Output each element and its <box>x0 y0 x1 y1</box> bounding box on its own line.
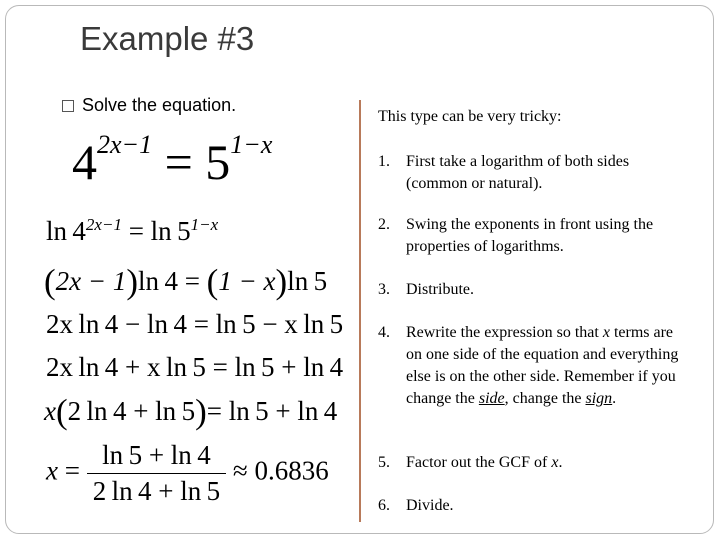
step-1 <box>378 151 688 195</box>
equation-line-6 <box>46 440 329 507</box>
numerator: ln 5 + ln 4 <box>87 440 226 474</box>
term-2: 1 − x <box>218 266 276 296</box>
step-text: Distribute. <box>406 281 474 298</box>
step-2 <box>378 214 688 258</box>
text-part: , change the <box>504 390 586 407</box>
exponent-1: 2x−1 <box>97 130 153 159</box>
step-text: Swing the exponents in front using the properties of logarithms. <box>406 216 654 255</box>
equation-line-1 <box>46 215 218 247</box>
fraction <box>87 440 226 507</box>
equation-line-2 <box>44 262 327 302</box>
step-text: First take a logarithm of both sides (common or natural). <box>406 153 630 192</box>
bullet-row <box>62 95 236 116</box>
var-x: x <box>551 454 559 471</box>
step-number: 6. <box>378 497 390 514</box>
var-x: x <box>44 396 56 426</box>
step-text <box>406 322 688 410</box>
step-number: 5. <box>378 454 390 471</box>
paren-close: ) <box>195 392 207 431</box>
intro-text: This type can be very tricky: <box>378 108 562 125</box>
emphasis-sign: sign <box>585 390 613 407</box>
exp-a: 2x−1 <box>85 215 122 234</box>
equation-line-4: 2x ln 4 + x ln 5 = ln 5 + ln 4 <box>46 352 344 382</box>
step-number: 3. <box>378 281 390 298</box>
bullet-text: Solve the equation. <box>82 95 237 115</box>
approx-value: ≈ 0.6836 <box>226 455 329 486</box>
slide-title: Example #3 <box>80 20 255 57</box>
step-number: 2. <box>378 216 390 233</box>
equation-line-5 <box>44 392 337 432</box>
step-number: 4. <box>378 324 390 341</box>
step-text <box>406 452 688 474</box>
paren-open: ( <box>44 262 56 301</box>
step-4 <box>378 322 688 410</box>
emphasis-side: side <box>478 390 505 407</box>
var-x: x <box>46 455 58 486</box>
step-text: Divide. <box>406 497 454 514</box>
equation-line-3: 2x ln 4 − ln 4 = ln 5 − x ln 5 <box>46 309 344 339</box>
term-1: 2x − 1 <box>55 266 127 296</box>
paren-open: ( <box>55 392 68 431</box>
checkbox-bullet-icon <box>62 100 74 112</box>
step-number: 1. <box>378 153 390 170</box>
paren-close-2: ) <box>275 262 288 301</box>
ln4: ln 4 <box>46 216 86 246</box>
paren-open-2: ( <box>206 262 219 301</box>
text-part: Rewrite the expression so that <box>406 324 603 341</box>
step-6 <box>378 495 688 517</box>
text-part: terms are on one side of the equation and everything else is on the other side. Remember if you change the <box>406 324 679 407</box>
eq-ln5: = ln 5 <box>121 216 191 246</box>
ln5: ln 5 <box>287 266 328 296</box>
denominator: 2 ln 4 + ln 5 <box>92 476 221 506</box>
ln4-eq: ln 4 = <box>138 266 207 296</box>
rhs: = ln 5 + ln 4 <box>206 396 338 426</box>
exponent-2: 1−x <box>230 130 273 159</box>
step-3 <box>378 279 688 301</box>
text-part: . <box>612 390 617 407</box>
exp-b: 1−x <box>190 215 219 234</box>
var-x: x <box>602 324 610 341</box>
paren-close: ) <box>126 262 139 301</box>
main-equation <box>72 130 272 191</box>
step-5 <box>378 452 688 474</box>
divider-line <box>359 100 361 522</box>
text-part: Factor out the GCF of <box>406 454 552 471</box>
factored-term: 2 ln 4 + ln 5 <box>67 396 196 426</box>
text-part: . <box>558 454 563 471</box>
base-4: 4 <box>72 134 97 190</box>
equals-sign: = <box>152 134 206 190</box>
base-5: 5 <box>205 134 231 190</box>
equals-sign: = <box>57 455 87 486</box>
